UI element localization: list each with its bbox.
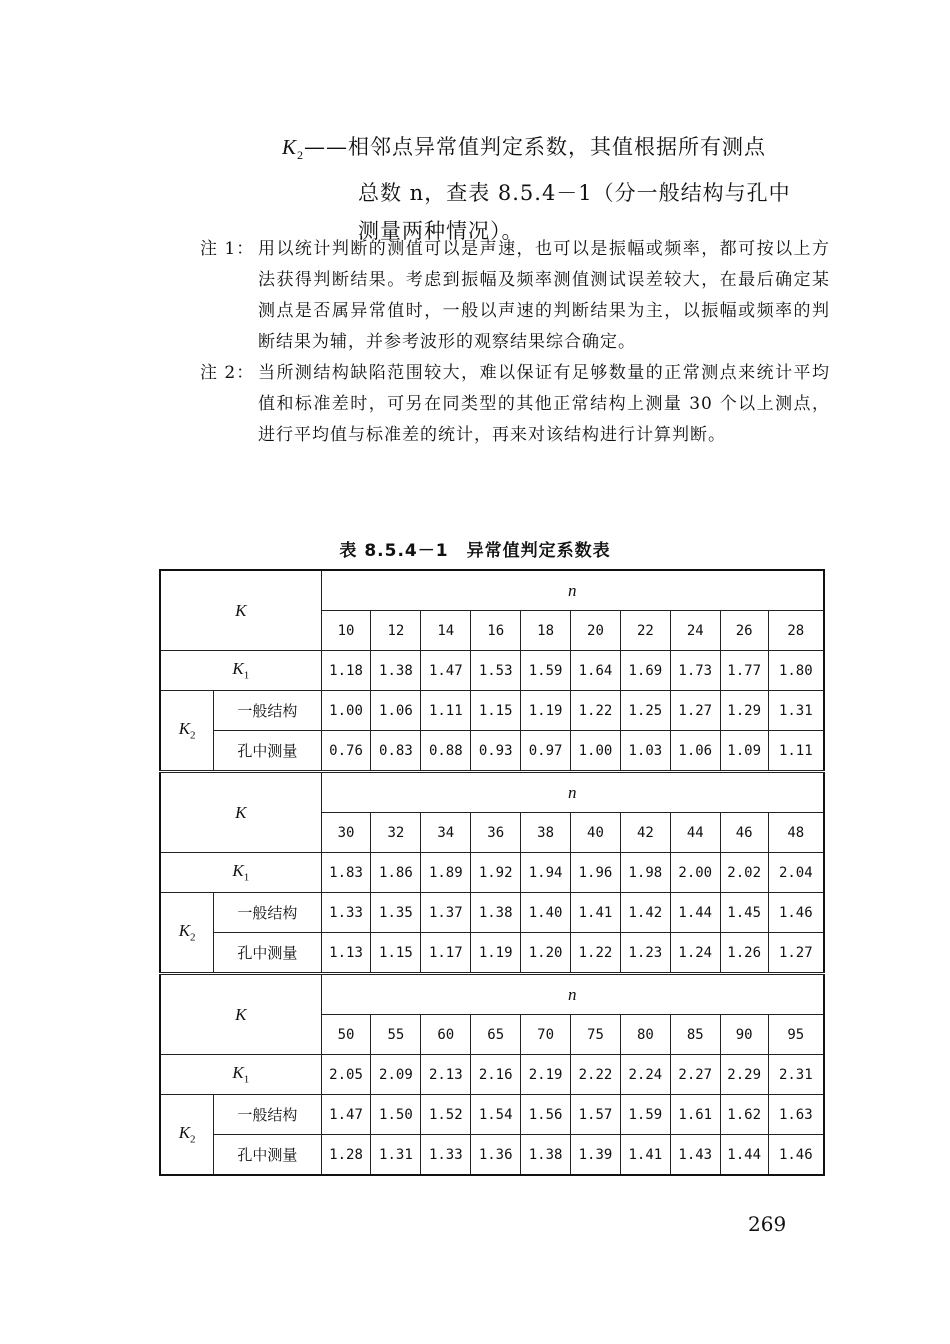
k1-value: 2.16: [471, 1055, 521, 1095]
notes: [200, 234, 830, 451]
k2-label: $K_2$: [160, 691, 214, 772]
note-text: 当所测结构缺陷范围较大，难以保证有足够数量的正常测点来统计平均值和标准差时，可另在同类型的其他正常结构上测量 30 个以上测点，进行平均值与标准差的统计，再来对该结构进行计算判断。: [258, 363, 830, 445]
k2-hole-value: 1.23: [620, 933, 670, 974]
n-header: n: [321, 974, 824, 1015]
n-value: 65: [471, 1015, 521, 1055]
k2-general-value: 1.27: [670, 691, 720, 731]
k2-general-value: 1.63: [768, 1095, 824, 1135]
k2-hole-value: 0.76: [321, 731, 371, 772]
note-1: [200, 234, 830, 358]
k2-general-value: 1.54: [471, 1095, 521, 1135]
definition-line-3: 测量两种情况）。: [358, 219, 524, 244]
k1-value: 1.80: [768, 651, 824, 691]
k2-general-row: [160, 1095, 824, 1135]
n-value: 95: [768, 1015, 824, 1055]
n-value: 55: [371, 1015, 421, 1055]
k1-value: 1.59: [521, 651, 571, 691]
n-value: 38: [521, 813, 571, 853]
note-label: 注 1：: [200, 239, 255, 259]
k1-value: 2.00: [670, 853, 720, 893]
k1-value: 1.96: [571, 853, 621, 893]
hole-measurement-label: 孔中测量: [214, 1135, 321, 1176]
n-value: 24: [670, 611, 720, 651]
k1-value: 2.24: [620, 1055, 670, 1095]
n-value: 42: [620, 813, 670, 853]
k1-value: 1.94: [521, 853, 571, 893]
k2-general-value: 1.62: [720, 1095, 768, 1135]
k2-hole-value: 1.03: [620, 731, 670, 772]
n-value: 60: [421, 1015, 471, 1055]
k2-general-value: 1.22: [571, 691, 621, 731]
k2-general-value: 1.15: [471, 691, 521, 731]
k2-general-value: 1.25: [620, 691, 670, 731]
k2-general-value: 1.19: [521, 691, 571, 731]
k1-value: 1.92: [471, 853, 521, 893]
k2-hole-value: 1.15: [371, 933, 421, 974]
n-value: 22: [620, 611, 670, 651]
k2-hole-value: 1.22: [571, 933, 621, 974]
k2-general-value: 1.11: [421, 691, 471, 731]
k2-hole-value: 0.88: [421, 731, 471, 772]
definition-line-2: 总数 n，查表 8.5.4－1（分一般结构与孔中: [358, 181, 791, 206]
general-structure-label: 一般结构: [214, 1095, 321, 1135]
general-structure-label: 一般结构: [214, 691, 321, 731]
n-value: 30: [321, 813, 371, 853]
k2-hole-row: [160, 1135, 824, 1176]
k1-value: 2.27: [670, 1055, 720, 1095]
k2-hole-value: 0.93: [471, 731, 521, 772]
k2-general-value: 1.50: [371, 1095, 421, 1135]
k1-value: 1.73: [670, 651, 720, 691]
n-header-row: [160, 974, 824, 1015]
k2-hole-value: 1.19: [471, 933, 521, 974]
n-value: 20: [571, 611, 621, 651]
k2-hole-row: [160, 731, 824, 772]
k2-hole-value: 1.39: [571, 1135, 621, 1176]
n-value: 26: [720, 611, 768, 651]
n-value: 80: [620, 1015, 670, 1055]
k2-general-value: 1.42: [620, 893, 670, 933]
k2-label: $K_2$: [160, 1095, 214, 1176]
k2-general-value: 1.57: [571, 1095, 621, 1135]
general-structure-label: 一般结构: [214, 893, 321, 933]
k2-general-value: 1.41: [571, 893, 621, 933]
k1-label: $K_1$: [160, 651, 321, 691]
k1-label: $K_1$: [160, 853, 321, 893]
k2-hole-value: 1.31: [371, 1135, 421, 1176]
n-value: 85: [670, 1015, 720, 1055]
k1-row: [160, 651, 824, 691]
n-value: 40: [571, 813, 621, 853]
k1-row: [160, 1055, 824, 1095]
k2-general-value: 1.00: [321, 691, 371, 731]
n-value: 46: [720, 813, 768, 853]
table-caption: 表 8.5.4－1 异常值判定系数表: [339, 541, 611, 561]
k2-general-value: 1.45: [720, 893, 768, 933]
k-header: K: [160, 570, 321, 651]
k2-definition: [282, 128, 842, 250]
k2-general-value: 1.59: [620, 1095, 670, 1135]
k2-general-row: [160, 893, 824, 933]
k1-row: [160, 853, 824, 893]
k2-hole-value: 1.46: [768, 1135, 824, 1176]
k2-hole-value: 1.43: [670, 1135, 720, 1176]
definition-line-1: ——相邻点异常值判定系数，其值根据所有测点: [304, 135, 767, 159]
n-value: 12: [371, 611, 421, 651]
k2-hole-value: 1.36: [471, 1135, 521, 1176]
k1-value: 1.77: [720, 651, 768, 691]
n-value: 36: [471, 813, 521, 853]
k2-general-value: 1.35: [371, 893, 421, 933]
note-label: 注 2：: [200, 363, 255, 383]
k1-value: 2.13: [421, 1055, 471, 1095]
k2-general-value: 1.46: [768, 893, 824, 933]
note-text: 用以统计判断的测值可以是声速，也可以是振幅或频率，都可按以上方法获得判断结果。考虑到振幅及频率测值测试误差较大，在最后确定某测点是否属异常值时，一般以声速的判断结果为主，以振幅或频率的判断结果为辅，并参考波形的观察结果综合确定。: [258, 239, 830, 352]
n-value: 90: [720, 1015, 768, 1055]
k2-hole-value: 1.17: [421, 933, 471, 974]
n-value: 32: [371, 813, 421, 853]
n-value: 50: [321, 1015, 371, 1055]
n-value: 18: [521, 611, 571, 651]
n-header-row: [160, 570, 824, 611]
k1-value: 1.89: [421, 853, 471, 893]
k2-hole-row: [160, 933, 824, 974]
k2-hole-value: 1.09: [720, 731, 768, 772]
n-value: 14: [421, 611, 471, 651]
coefficient-table: [159, 569, 825, 1176]
k2-general-value: 1.38: [471, 893, 521, 933]
k2-general-value: 1.29: [720, 691, 768, 731]
k1-label: $K_1$: [160, 1055, 321, 1095]
n-header: n: [321, 570, 824, 611]
k2-hole-value: 1.06: [670, 731, 720, 772]
k2-hole-value: 1.11: [768, 731, 824, 772]
k1-value: 1.83: [321, 853, 371, 893]
n-header-row: [160, 772, 824, 813]
n-value: 34: [421, 813, 471, 853]
hole-measurement-label: 孔中测量: [214, 933, 321, 974]
k1-value: 1.18: [321, 651, 371, 691]
k2-symbol: $K_2$: [282, 135, 305, 163]
k1-value: 2.05: [321, 1055, 371, 1095]
n-value: 48: [768, 813, 824, 853]
k1-value: 1.53: [471, 651, 521, 691]
k1-value: 2.09: [371, 1055, 421, 1095]
k1-value: 1.47: [421, 651, 471, 691]
k2-hole-value: 1.44: [720, 1135, 768, 1176]
k2-hole-value: 1.28: [321, 1135, 371, 1176]
k2-hole-value: 0.97: [521, 731, 571, 772]
k2-general-value: 1.31: [768, 691, 824, 731]
k1-value: 1.64: [571, 651, 621, 691]
k1-value: 1.98: [620, 853, 670, 893]
n-value: 75: [571, 1015, 621, 1055]
page-number: 269: [748, 1212, 787, 1236]
k2-general-value: 1.37: [421, 893, 471, 933]
k2-hole-value: 1.24: [670, 933, 720, 974]
k2-general-value: 1.06: [371, 691, 421, 731]
n-value: 70: [521, 1015, 571, 1055]
k2-hole-value: 1.27: [768, 933, 824, 974]
hole-measurement-label: 孔中测量: [214, 731, 321, 772]
k1-value: 1.69: [620, 651, 670, 691]
k-header: K: [160, 974, 321, 1055]
k2-hole-value: 1.26: [720, 933, 768, 974]
k1-value: 2.29: [720, 1055, 768, 1095]
k2-hole-value: 1.13: [321, 933, 371, 974]
note-2: [200, 358, 830, 451]
k2-hole-value: 1.00: [571, 731, 621, 772]
k2-general-value: 1.56: [521, 1095, 571, 1135]
k2-general-value: 1.40: [521, 893, 571, 933]
k1-value: 2.04: [768, 853, 824, 893]
k2-general-value: 1.44: [670, 893, 720, 933]
n-header: n: [321, 772, 824, 813]
k1-value: 1.38: [371, 651, 421, 691]
k2-general-value: 1.47: [321, 1095, 371, 1135]
k2-general-value: 1.61: [670, 1095, 720, 1135]
n-value: 16: [471, 611, 521, 651]
k1-value: 2.19: [521, 1055, 571, 1095]
k2-general-value: 1.33: [321, 893, 371, 933]
k2-hole-value: 1.41: [620, 1135, 670, 1176]
k2-hole-value: 1.33: [421, 1135, 471, 1176]
k1-value: 2.31: [768, 1055, 824, 1095]
k-header: K: [160, 772, 321, 853]
n-value: 28: [768, 611, 824, 651]
n-value: 10: [321, 611, 371, 651]
k2-label: $K_2$: [160, 893, 214, 974]
n-value: 44: [670, 813, 720, 853]
k2-hole-value: 1.38: [521, 1135, 571, 1176]
k2-hole-value: 1.20: [521, 933, 571, 974]
k1-value: 2.02: [720, 853, 768, 893]
k2-general-row: [160, 691, 824, 731]
k2-general-value: 1.52: [421, 1095, 471, 1135]
k2-hole-value: 0.83: [371, 731, 421, 772]
k1-value: 2.22: [571, 1055, 621, 1095]
k1-value: 1.86: [371, 853, 421, 893]
